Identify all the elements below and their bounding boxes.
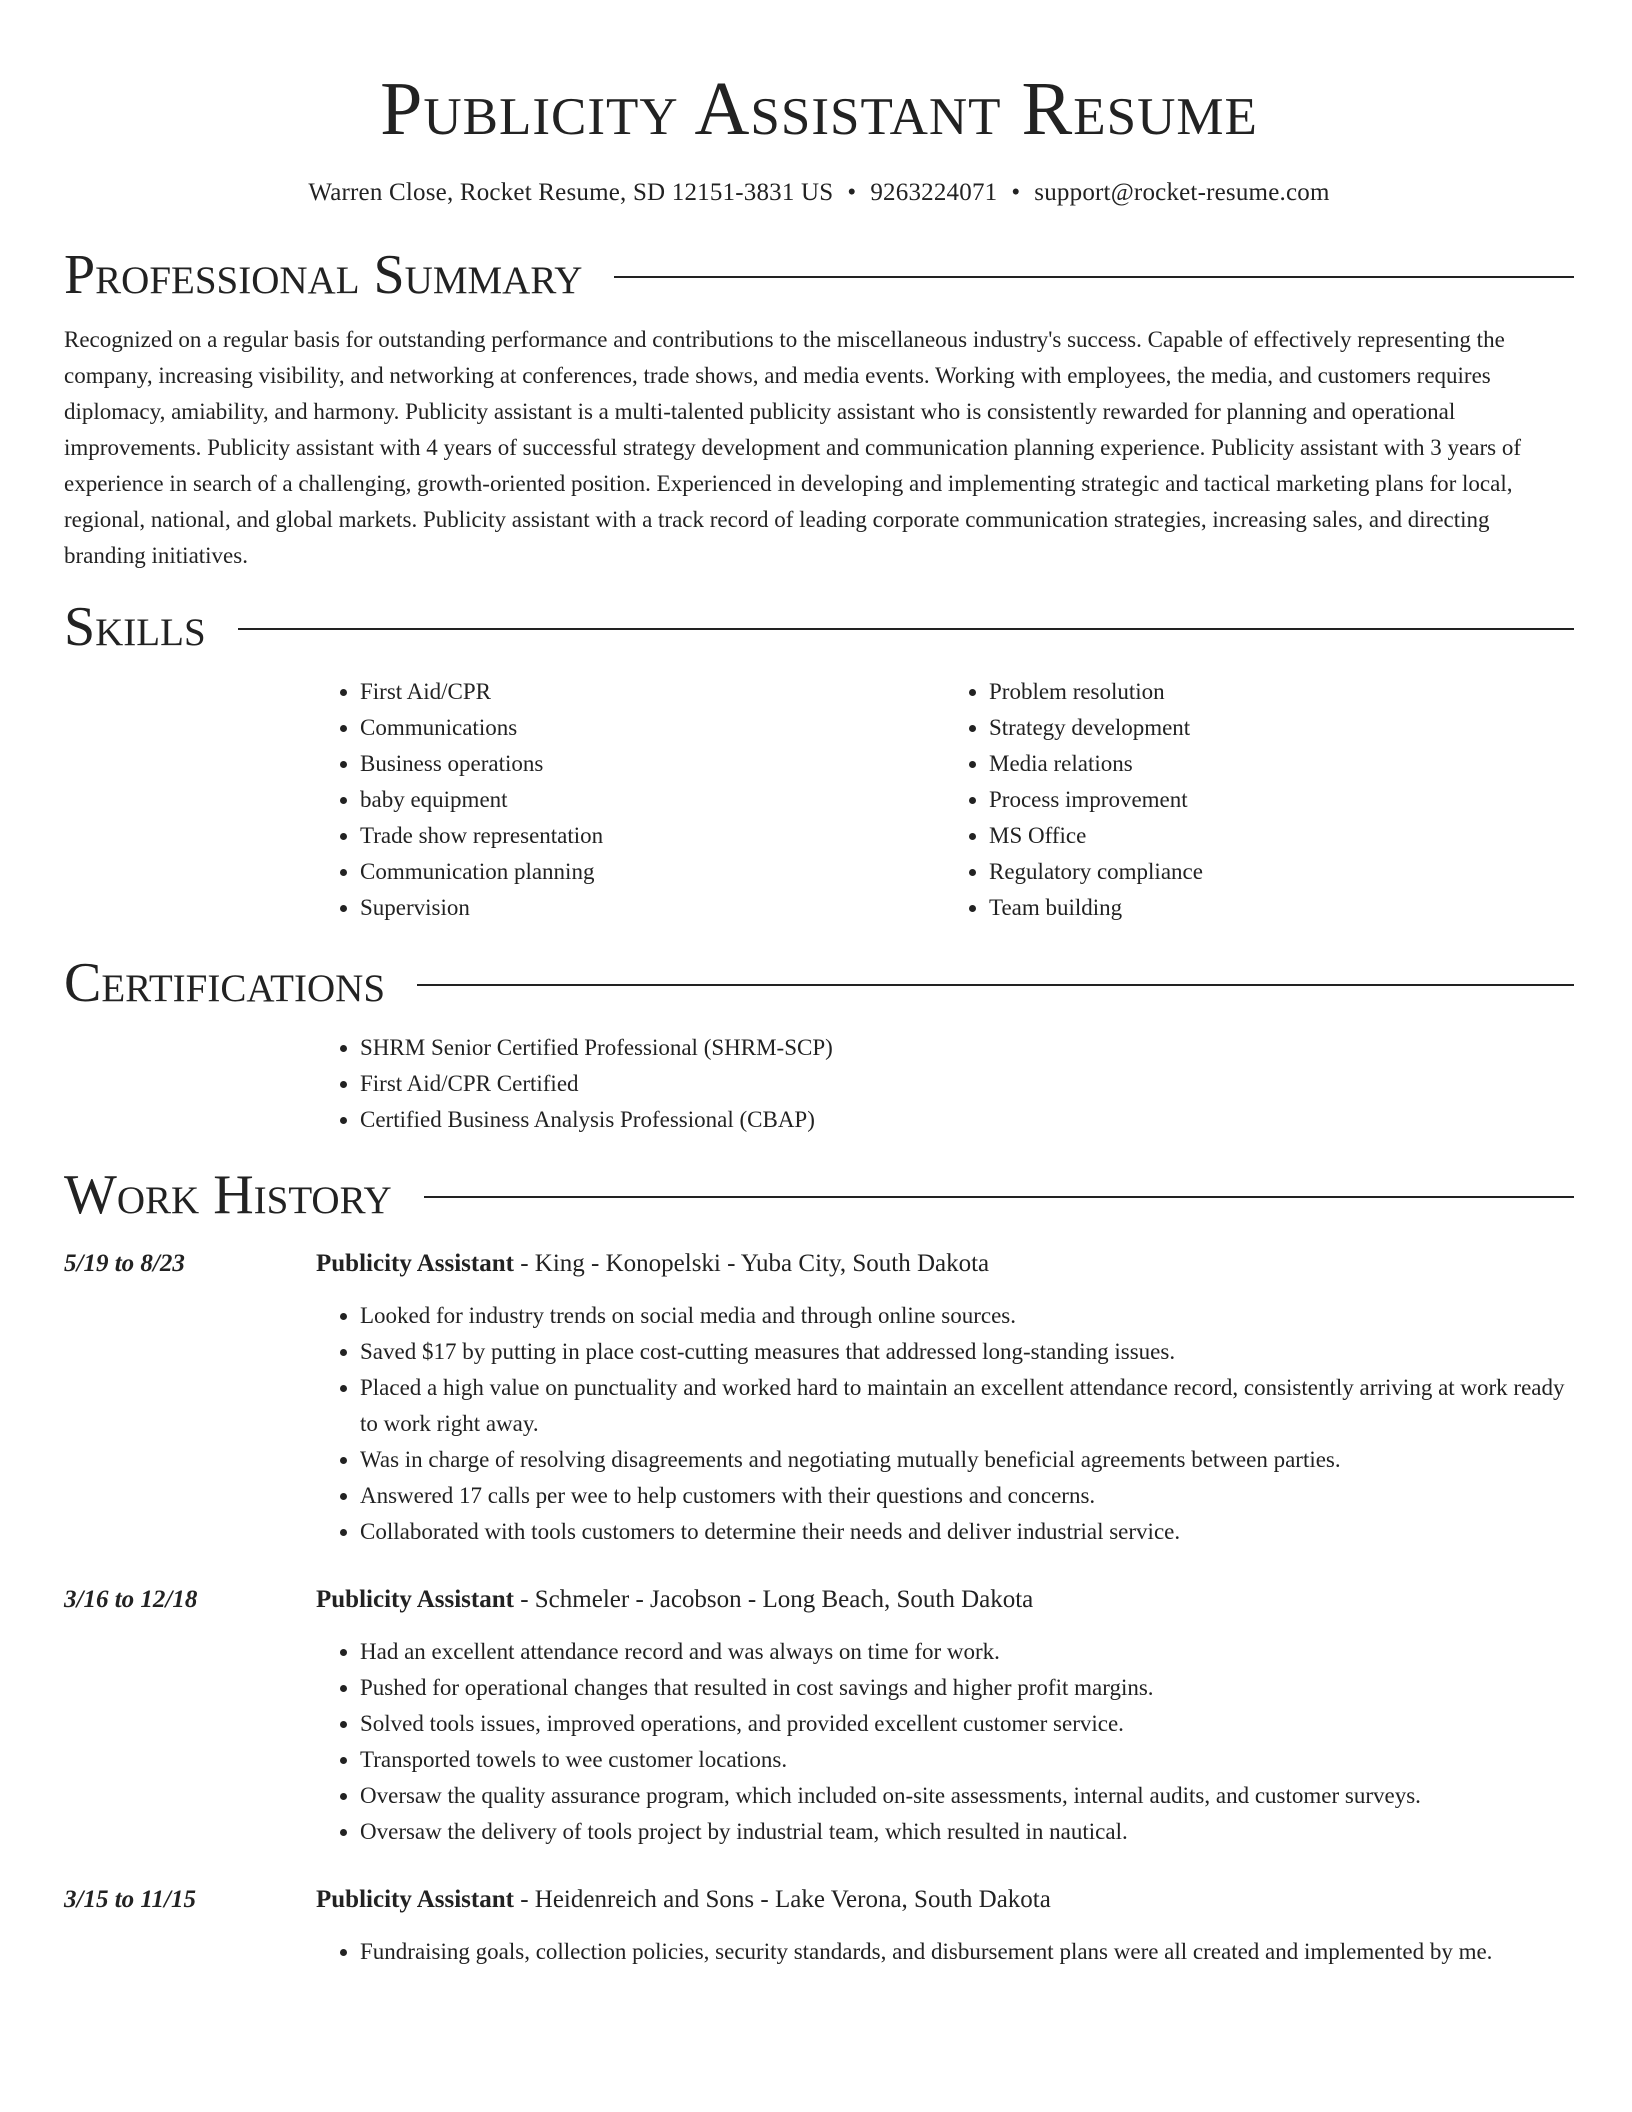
skill-item: • Communication planning (360, 854, 945, 890)
contact-separator: • (1011, 179, 1021, 206)
job-duty: • Looked for industry trends on social media and through online sources. (360, 1298, 1574, 1334)
job-role: Publicity Assistant (316, 1586, 514, 1613)
skill-item: • Regulatory compliance (989, 854, 1574, 890)
job-duties-list (316, 1298, 1574, 1550)
job-role: Publicity Assistant (316, 1886, 514, 1913)
job-header (64, 1246, 1574, 1282)
skill-item: • Business operations (360, 746, 945, 782)
summary-text: Recognized on a regular basis for outstanding performance and contributions to the miscellaneous industry's success. Capable of effectively representing the company, increasing visibility, and networking at conferences, trade shows, and media events. Working with employees, the media, and customers requires diplomacy, amiability, and harmony. Publicity assistant is a multi-talented publicity assistant who is consistently rewarded for planning and operational improvements. Publicity assistant with 4 years of successful strategy development and communication planning experience. Publicity assistant with 3 years of experience in search of a challenging, growth-oriented position. Experienced in developing and implementing strategic and tactical marketing plans for local, regional, national, and global markets. Publicity assistant with a track record of leading corporate communication strategies, increasing sales, and directing branding initiatives. (64, 327, 1521, 568)
certification-item: • SHRM Senior Certified Professional (SHRM-SCP) (360, 1030, 1574, 1066)
certifications-list (316, 1030, 1574, 1138)
job-duties-list (316, 1634, 1574, 1850)
job-duty: • Answered 17 calls per wee to help customers with their questions and concerns. (360, 1478, 1574, 1514)
job-duty: • Was in charge of resolving disagreements and negotiating mutually beneficial agreements between parties. (360, 1442, 1574, 1478)
certification-item: • First Aid/CPR Certified (360, 1066, 1574, 1102)
section-divider (614, 276, 1574, 278)
work-history-section-header (64, 1162, 1574, 1228)
certifications-section-header (64, 950, 1574, 1016)
job-title-line (316, 1246, 989, 1282)
job-duty: • Collaborated with tools customers to determine their needs and deliver industrial service. (360, 1514, 1574, 1550)
contact-email[interactable]: support@rocket-resume.com (1034, 179, 1330, 206)
job-duty: • Oversaw the delivery of tools project by industrial team, which resulted in nautical. (360, 1814, 1574, 1850)
job-duty: • Oversaw the quality assurance program, which included on-site assessments, internal audits, and customer surveys. (360, 1778, 1574, 1814)
skill-item: • Team building (989, 890, 1574, 926)
job-duty: • Fundraising goals, collection policies, security standards, and disbursement plans were all created and implemented by me. (360, 1934, 1574, 1970)
job-header (64, 1882, 1574, 1918)
section-divider (238, 628, 1574, 630)
resume-title: Publicity Assistant Resume (380, 67, 1258, 151)
job-entry (64, 1246, 1574, 1550)
skill-item: • baby equipment (360, 782, 945, 818)
contact-address: Warren Close, Rocket Resume, SD 12151-3831 US (308, 179, 834, 206)
skill-item: • Communications (360, 710, 945, 746)
job-title-line (316, 1582, 1033, 1618)
job-header (64, 1582, 1574, 1618)
summary-heading: Professional Summary (64, 244, 583, 306)
job-duty: • Had an excellent attendance record and was always on time for work. (360, 1634, 1574, 1670)
summary-section-header (64, 242, 1574, 308)
skill-item: • Process improvement (989, 782, 1574, 818)
skill-item: • Supervision (360, 890, 945, 926)
job-duties-list (316, 1934, 1574, 1970)
job-employer: - King - Konopelski - Yuba City, South Dakota (513, 1250, 990, 1277)
section-divider (424, 1196, 1574, 1198)
skill-item: • Trade show representation (360, 818, 945, 854)
skill-item: • MS Office (989, 818, 1574, 854)
job-duty: • Placed a high value on punctuality and worked hard to maintain an excellent attendance record, consistently arriving at work ready to work right away. (360, 1370, 1574, 1442)
skills-list-right (945, 674, 1574, 926)
contact-separator: • (847, 179, 857, 206)
job-dates: 5/19 to 8/23 (64, 1250, 185, 1277)
work-history-heading: Work History (64, 1164, 392, 1226)
job-duty: • Pushed for operational changes that resulted in cost savings and higher profit margins. (360, 1670, 1574, 1706)
skill-item: • Problem resolution (989, 674, 1574, 710)
contact-phone: 9263224071 (870, 179, 998, 206)
skills-section-header (64, 594, 1574, 660)
skill-item: • First Aid/CPR (360, 674, 945, 710)
skills-list-left (316, 674, 945, 926)
job-duty: • Transported towels to wee customer locations. (360, 1742, 1574, 1778)
job-employer: - Schmeler - Jacobson - Long Beach, South Dakota (513, 1586, 1034, 1613)
resume-page (64, 0, 1574, 1970)
job-dates: 3/15 to 11/15 (64, 1886, 196, 1913)
contact-line (64, 176, 1574, 210)
skill-item: • Media relations (989, 746, 1574, 782)
job-employer: - Heidenreich and Sons - Lake Verona, South Dakota (513, 1886, 1051, 1913)
job-dates: 3/16 to 12/18 (64, 1586, 198, 1613)
section-divider (417, 984, 1574, 986)
skill-item: • Strategy development (989, 710, 1574, 746)
job-entry (64, 1582, 1574, 1850)
certification-item: • Certified Business Analysis Professional (CBAP) (360, 1102, 1574, 1138)
certifications-heading: Certifications (64, 952, 386, 1014)
job-duty: • Saved $17 by putting in place cost-cutting measures that addressed long-standing issues. (360, 1334, 1574, 1370)
job-role: Publicity Assistant (316, 1250, 514, 1277)
skills-heading: Skills (64, 596, 206, 658)
skills-grid (316, 674, 1574, 926)
job-duty: • Solved tools issues, improved operations, and provided excellent customer service. (360, 1706, 1574, 1742)
job-title-line (316, 1882, 1051, 1918)
job-entry (64, 1882, 1574, 1970)
